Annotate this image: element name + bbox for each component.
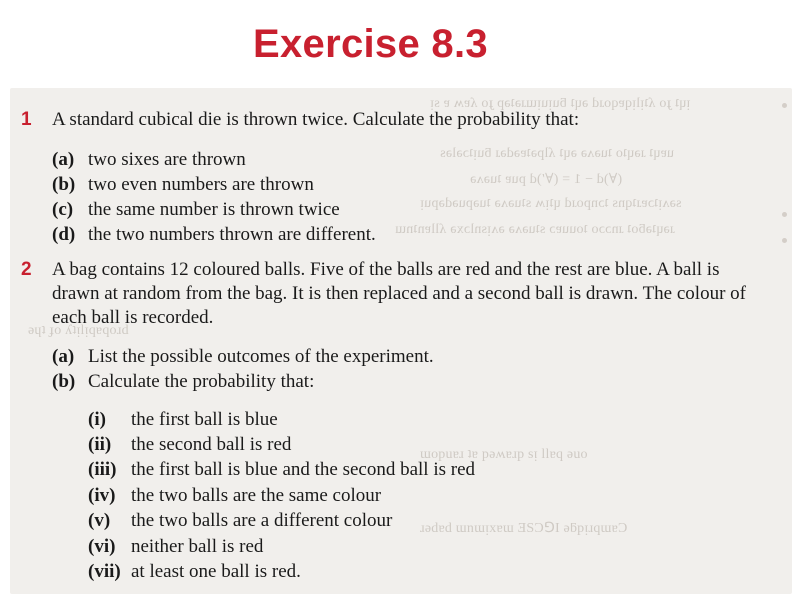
- exercise-title: Exercise 8.3: [253, 22, 488, 66]
- subpart-label: (ii): [88, 434, 112, 455]
- subpart-text: the two balls are a different colour: [131, 510, 393, 531]
- show-through-text: ɹǝɥʇǝƃoʇ ɹnɔɔo ʇouuɐɔ sʇuǝʌǝ ǝʌᴉsnlɔxǝ ʎllɐnʇnɯ: [395, 222, 675, 237]
- subpart-text: at least one ball is red.: [131, 561, 301, 582]
- part-label: (b): [52, 174, 76, 195]
- show-through-text: ɹǝdɐd ɯnɯᴉxɐɯ ƎSƆ⅁I ǝƃpᴉɹqɯɐƆ: [420, 521, 628, 536]
- question-stem-line: each ball is recorded.: [52, 307, 214, 328]
- subpart-label: (v): [88, 510, 111, 531]
- subpart-label: (vi): [88, 536, 116, 557]
- show-through-text: uɐɥʇ ɹǝɥʇo ʇuǝʌǝ ǝɥʇ ʎlpǝʇɐǝdǝɹ ƃuᴉʇɔǝlǝs: [440, 146, 675, 161]
- part-text: two sixes are thrown: [88, 149, 246, 170]
- show-through-text: (∀)d − 1 = (∀′)d puɐ ʇuǝʌǝ: [470, 172, 623, 187]
- part-text: the same number is thrown twice: [88, 199, 340, 220]
- subpart-label: (iv): [88, 485, 116, 506]
- question-number: 1: [21, 109, 32, 130]
- question-number: 2: [21, 259, 32, 280]
- part-label: (c): [52, 199, 74, 220]
- part-label: (a): [52, 346, 75, 367]
- subpart-text: neither ball is red: [131, 536, 264, 557]
- question-stem: A standard cubical die is thrown twice. Calculate the probability that:: [52, 109, 580, 130]
- subpart-label: (vii): [88, 561, 121, 582]
- subpart-label: (iii): [88, 459, 117, 480]
- part-text: the two numbers thrown are different.: [88, 224, 376, 245]
- subpart-text: the first ball is blue and the second ball is red: [131, 459, 476, 480]
- part-label: (a): [52, 149, 75, 170]
- show-through-text: ᴉɥʇ ɟo ʎʇᴉlᴉqɐqoɹd ǝɥʇ ƃuᴉuᴉɯɹǝʇǝp ɟo ʎɐʍ ɐ sᴉ: [430, 96, 691, 111]
- bullet-dot: [782, 212, 787, 217]
- part-text: two even numbers are thrown: [88, 174, 314, 195]
- show-through-text: ǝɥʇ ɟo ʎʇᴉlᴉqɐqoɹd: [28, 323, 129, 338]
- subpart-label: (i): [88, 409, 106, 430]
- subpart-text: the two balls are the same colour: [131, 485, 382, 506]
- bullet-dot: [782, 238, 787, 243]
- question-stem-line: A bag contains 12 coloured balls. Five of the balls are red and the rest are blue. A ball is: [52, 259, 720, 280]
- part-text: Calculate the probability that:: [88, 371, 315, 392]
- part-label: (d): [52, 224, 76, 245]
- subpart-text: the first ball is blue: [131, 409, 278, 430]
- show-through-text: ɯopuɐɹ ʇɐ pǝʍɐɹp sᴉ llɐq ǝuo: [420, 447, 588, 462]
- bullet-dot: [782, 103, 787, 108]
- subpart-text: the second ball is red: [131, 434, 292, 455]
- part-label: (b): [52, 371, 76, 392]
- question-stem-line: drawn at random from the bag. It is then replaced and a second ball is drawn. The colour of: [52, 283, 746, 304]
- show-through-text: sǝʌᴉʇɔɐɹʇqns ʇɔnpoɹd ɥʇᴉʍ sʇuǝʌǝ ʇuǝpuǝdǝpuᴉ: [420, 196, 682, 211]
- part-text: List the possible outcomes of the experiment.: [88, 346, 434, 367]
